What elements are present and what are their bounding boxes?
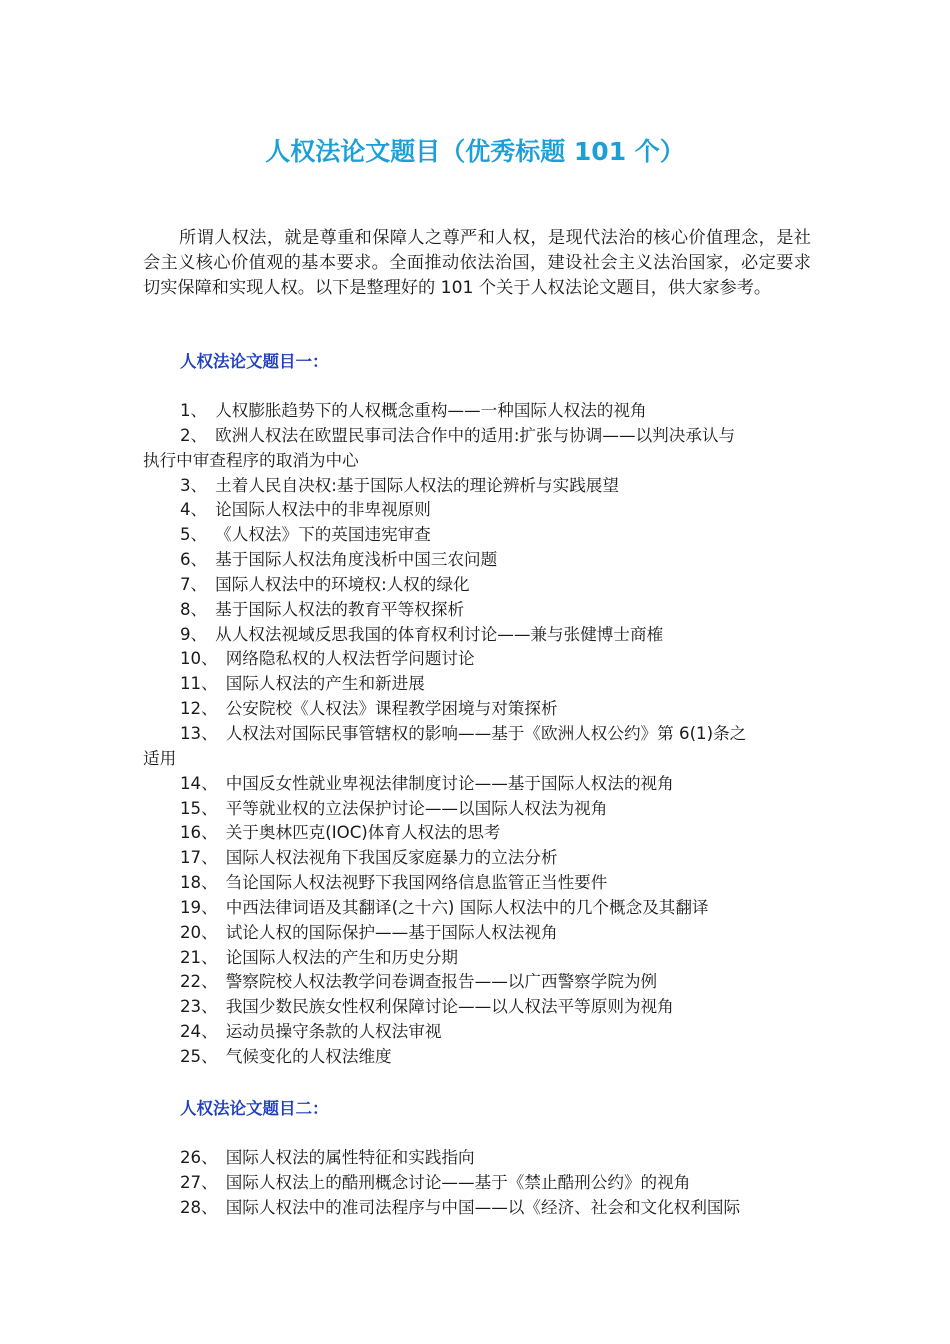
item-title: 欧洲人权法在欧盟民事司法合作中的适用:扩张与协调——以判决承认与 <box>215 425 736 445</box>
item-title: 我国少数民族女性权利保障讨论——以人权法平等原则为视角 <box>225 997 674 1017</box>
list-item <box>143 623 811 648</box>
item-number: 14、 <box>180 773 218 793</box>
intro-paragraph: 所谓人权法，就是尊重和保障人之尊严和人权，是现代法治的核心价值理念，是社会主义核心价值观的基本要求。全面推动依法治国，建设社会主义法治国家，必定要求切实保障和实现人权。以下是整理好的 101 个关于人权法论文题目，供大家参考。 <box>143 228 811 298</box>
item-number: 2、 <box>180 425 208 445</box>
item-title: 土着人民自决权:基于国际人权法的理论辨析与实践展望 <box>215 475 619 495</box>
item-number: 16、 <box>180 823 218 843</box>
item-title: 论国际人权法中的非卑视原则 <box>215 500 431 520</box>
item-number: 24、 <box>180 1022 218 1042</box>
section-heading-2: 人权法论文题目二： <box>180 1099 329 1118</box>
list-item <box>143 946 811 971</box>
item-title: 运动员操守条款的人权法审视 <box>225 1022 442 1042</box>
list-item <box>143 1045 811 1070</box>
item-title: 中西法律词语及其翻译(之十六) 国际人权法中的几个概念及其翻译 <box>225 897 709 917</box>
item-number: 23、 <box>180 997 218 1017</box>
item-number: 13、 <box>180 723 218 743</box>
item-number: 11、 <box>180 674 218 694</box>
list-item <box>143 821 811 846</box>
topic-list-1 <box>143 399 811 1070</box>
item-title: 基于国际人权法的教育平等权探析 <box>215 599 465 619</box>
item-title: 试论人权的国际保护——基于国际人权法视角 <box>225 922 558 942</box>
item-number: 21、 <box>180 947 218 967</box>
item-number: 18、 <box>180 873 218 893</box>
item-number: 6、 <box>180 550 208 570</box>
list-item <box>143 647 811 672</box>
list-item <box>143 995 811 1020</box>
topic-list-2 <box>143 1146 811 1221</box>
item-title-continuation: 适用 <box>143 748 177 768</box>
document-title: 人权法论文题目（优秀标题 101 个） <box>265 137 685 166</box>
list-item <box>143 598 811 623</box>
list-item <box>143 871 811 896</box>
item-title: 从人权法视域反思我国的体育权利讨论——兼与张健博士商榷 <box>215 624 664 644</box>
item-title: 网络隐私权的人权法哲学问题讨论 <box>225 649 475 669</box>
list-item <box>143 1196 811 1221</box>
item-title: 警察院校人权法教学问卷调查报告——以广西警察学院为例 <box>225 972 658 992</box>
item-title: 关于奥林匹克(IOC)体育人权法的思考 <box>225 823 501 843</box>
list-item <box>143 1146 811 1171</box>
item-title: 《人权法》下的英国违宪审查 <box>215 525 431 545</box>
list-item <box>143 797 811 822</box>
list-item <box>143 548 811 573</box>
list-item <box>143 970 811 995</box>
item-title: 人权法对国际民事管辖权的影响——基于《欧洲人权公约》第 6(1)条之 <box>225 723 747 743</box>
item-number: 20、 <box>180 922 218 942</box>
item-number: 3、 <box>180 475 208 495</box>
list-item <box>143 523 811 548</box>
item-number: 8、 <box>180 599 208 619</box>
section-heading-1: 人权法论文题目一： <box>180 352 329 371</box>
item-number: 22、 <box>180 972 218 992</box>
item-title: 中国反女性就业卑视法律制度讨论——基于国际人权法的视角 <box>225 773 674 793</box>
item-title: 人权膨胀趋势下的人权概念重构——一种国际人权法的视角 <box>215 401 647 420</box>
item-title: 公安院校《人权法》课程教学困境与对策探析 <box>225 699 558 719</box>
item-title: 刍论国际人权法视野下我国网络信息监管正当性要件 <box>225 873 608 893</box>
list-item <box>143 672 811 697</box>
list-item <box>143 896 811 921</box>
list-item <box>143 722 811 772</box>
list-item <box>143 399 811 424</box>
list-item <box>143 921 811 946</box>
list-item <box>143 846 811 871</box>
item-number: 19、 <box>180 897 218 917</box>
item-title: 国际人权法的产生和新进展 <box>225 674 425 694</box>
item-number: 26、 <box>180 1148 218 1167</box>
item-number: 27、 <box>180 1172 218 1192</box>
item-number: 25、 <box>180 1046 218 1066</box>
list-item <box>143 697 811 722</box>
list-item <box>143 424 811 474</box>
item-title: 国际人权法中的环境权:人权的绿化 <box>215 574 470 594</box>
item-title: 论国际人权法的产生和历史分期 <box>225 947 459 967</box>
list-item <box>143 772 811 797</box>
item-title: 国际人权法视角下我国反家庭暴力的立法分析 <box>225 848 558 868</box>
item-number: 10、 <box>180 649 218 669</box>
item-title: 基于国际人权法角度浅析中国三农问题 <box>215 550 498 570</box>
item-title-continuation: 执行中审查程序的取消为中心 <box>143 450 359 470</box>
item-number: 15、 <box>180 798 218 818</box>
item-title: 国际人权法中的准司法程序与中国——以《经济、社会和文化权利国际 <box>225 1197 741 1217</box>
item-title: 气候变化的人权法维度 <box>225 1046 392 1066</box>
list-item <box>143 573 811 598</box>
list-item <box>143 474 811 499</box>
list-item <box>143 498 811 523</box>
item-number: 1、 <box>180 401 208 420</box>
item-title: 平等就业权的立法保护讨论——以国际人权法为视角 <box>225 798 608 818</box>
item-number: 4、 <box>180 500 208 520</box>
item-number: 28、 <box>180 1197 218 1217</box>
item-number: 9、 <box>180 624 208 644</box>
list-item <box>143 1020 811 1045</box>
item-title: 国际人权法上的酷刑概念讨论——基于《禁止酷刑公约》的视角 <box>225 1172 691 1192</box>
item-number: 5、 <box>180 525 208 545</box>
list-item <box>143 1171 811 1196</box>
item-number: 17、 <box>180 848 218 868</box>
item-number: 12、 <box>180 699 218 719</box>
item-title: 国际人权法的属性特征和实践指向 <box>225 1148 475 1167</box>
item-number: 7、 <box>180 574 208 594</box>
